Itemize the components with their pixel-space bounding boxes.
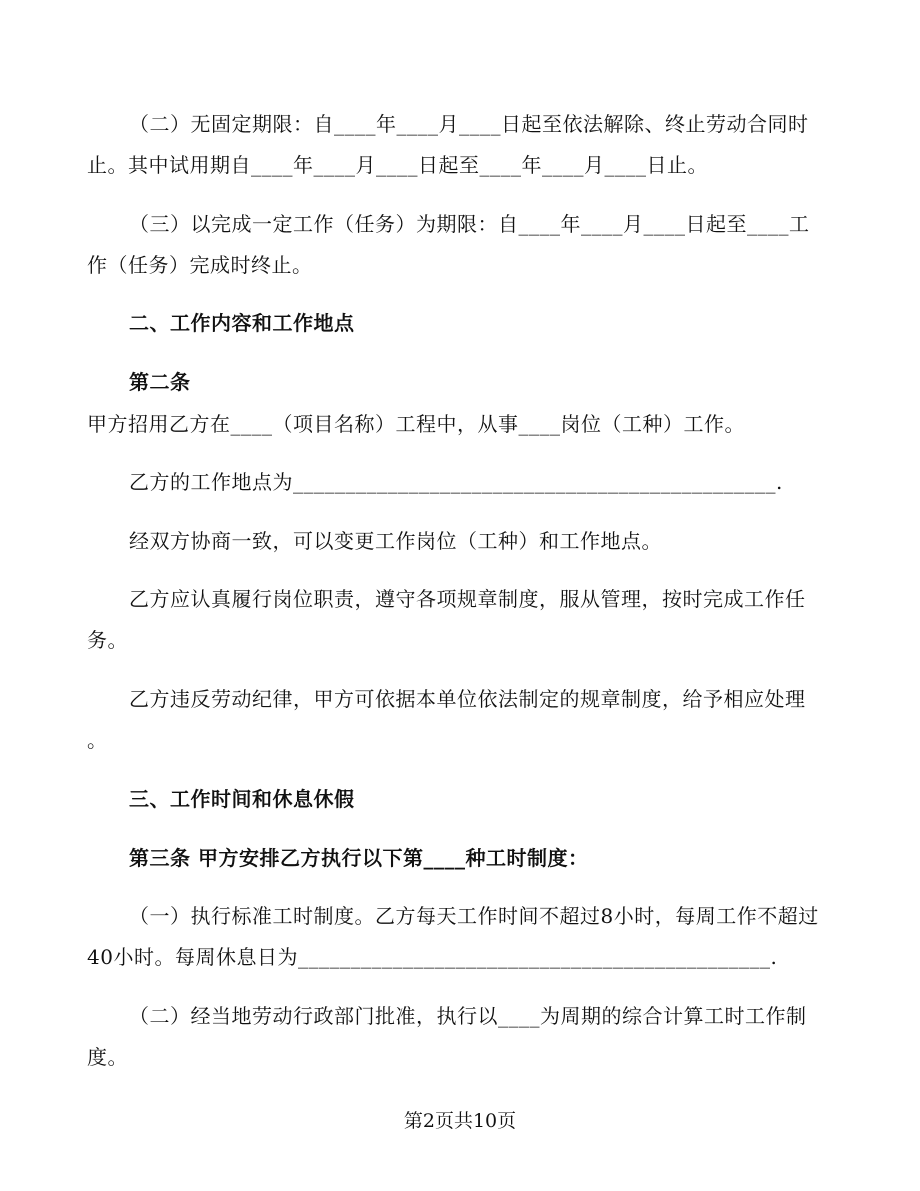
paragraph-line: 乙方应认真履行岗位职责，遵守各项规章制度，服从管理，按时完成工作任 <box>129 587 806 611</box>
paragraph-line: 。 <box>87 728 108 752</box>
paragraph-line: 乙方的工作地点为______________________________________________. <box>129 470 783 494</box>
paragraph-line: 务。 <box>87 628 128 652</box>
paragraph-line: 经双方协商一致，可以变更工作岗位（工种）和工作地点。 <box>129 529 662 553</box>
article-heading: 第二条 <box>129 370 191 394</box>
paragraph-line: （二）经当地劳动行政部门批准，执行以____为周期的综合计算工时工作制 <box>129 1004 807 1028</box>
paragraph-line: 乙方违反劳动纪律，甲方可依据本单位依法制定的规章制度，给予相应处理 <box>129 687 806 711</box>
paragraph-line: 度。 <box>87 1045 128 1069</box>
paragraph-line: （一）执行标准工时制度。乙方每天工作时间不超过8小时，每周工作不超过 <box>129 904 819 928</box>
paragraph-line: 40小时。每周休息日为_____________________________________________. <box>87 945 778 969</box>
section-heading: 二、工作内容和工作地点 <box>129 311 355 335</box>
paragraph-line: 止。其中试用期自____年____月____日起至____年____月____日止。 <box>87 153 708 177</box>
paragraph-line: 甲方招用乙方在____（项目名称）工程中，从事____岗位（工种）工作。 <box>87 412 745 436</box>
section-heading: 三、工作时间和休息休假 <box>129 787 355 811</box>
article-heading: 第三条 甲方安排乙方执行以下第____种工时制度： <box>129 846 589 870</box>
paragraph-line: （三）以完成一定工作（任务）为期限：自____年____月____日起至____工 <box>129 212 810 236</box>
paragraph-line: 作（任务）完成时终止。 <box>87 253 313 277</box>
paragraph-line: （二）无固定期限：自____年____月____日起至依法解除、终止劳动合同时 <box>129 112 809 136</box>
page-number: 第2页共10页 <box>403 1110 517 1132</box>
